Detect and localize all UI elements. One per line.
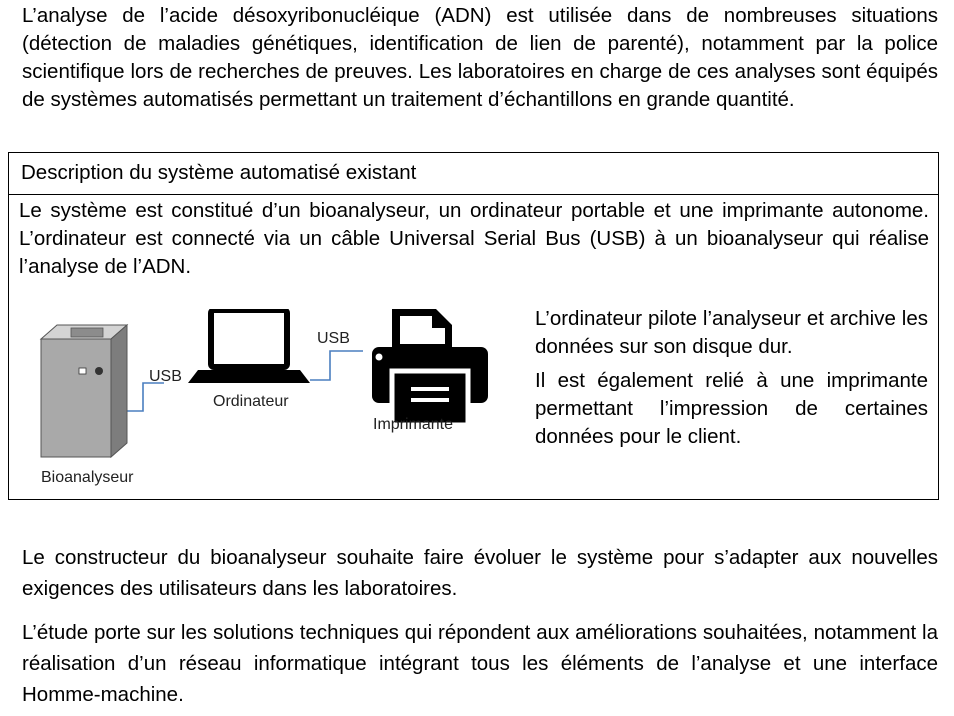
usb-cable-computer-printer (310, 351, 363, 380)
printer-label: Imprimante (373, 416, 454, 433)
box-header (9, 153, 938, 195)
usb-label-1: USB (149, 368, 182, 385)
description-box (8, 152, 939, 500)
usb-label-2: USB (317, 330, 350, 347)
laptop-icon (188, 310, 310, 383)
computer-label: Ordinateur (213, 393, 289, 410)
system-diagram (27, 309, 517, 499)
side-description (535, 305, 928, 451)
box-title: Description du système automatisé existant (21, 161, 417, 184)
side-paragraph-2: Il est également relié à une imprimante permettant l’impression de certaines données pour le client. (535, 369, 928, 448)
system-description: Le système est constitué d’un bioanalyseur, un ordinateur portable et une imprimante autonome. L’ordinateur est connecté via un câble Universal Serial Bus (USB) à un bioanalyseur qui réalise l’analyse de l’ADN. (19, 199, 929, 278)
bioanalyzer-icon (41, 325, 127, 457)
usb-cable-bioanalyzer-computer (127, 383, 164, 411)
outro-paragraph-1: Le constructeur du bioanalyseur souhaite faire évoluer le système pour s’adapter aux nouvelles exigences des utilisateurs dans les laboratoires. (22, 546, 938, 600)
intro-paragraph: L’analyse de l’acide désoxyribonucléique (ADN) est utilisée dans de nombreuses situations (détection de maladies génétiques, identification de lien de parenté), notamment par la police scientifique lors de recherches de preuves. Les laboratoires en charge de ces analyses sont équipés de systèmes automatisés permettant un traitement d’échantillons en grande quantité. (22, 4, 938, 111)
outro-paragraph-2: L’étude porte sur les solutions techniques qui répondent aux améliorations souhaitées, notamment la réalisation d’un réseau informatique intégrant tous les éléments de l’analyse et une interface Homme-machine. (22, 621, 938, 706)
side-paragraph-1: L’ordinateur pilote l’analyseur et archive les données sur son disque dur. (535, 307, 928, 358)
bioanalyzer-label: Bioanalyseur (41, 469, 134, 486)
printer-icon (372, 309, 488, 425)
